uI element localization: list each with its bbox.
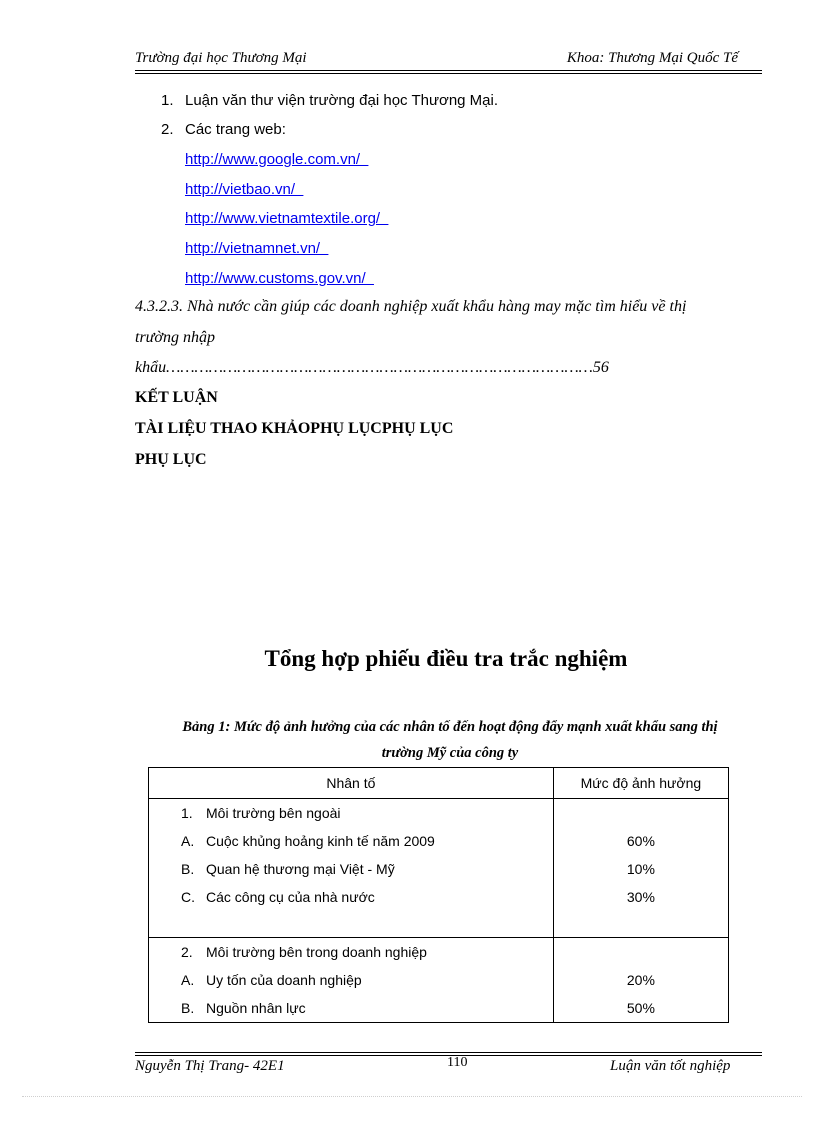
factor-item: [149, 883, 553, 911]
factor-item: [149, 827, 553, 855]
factor-mark: B.: [181, 1000, 195, 1016]
page-boundary: [22, 1096, 802, 1097]
header-factor: Nhân tố: [149, 768, 554, 799]
link-customs[interactable]: http://www.customs.gov.vn/: [185, 270, 374, 287]
factor-mark: C.: [181, 889, 195, 905]
internal-factors-cell: [149, 938, 554, 1023]
table-caption-line-2: trường Mỹ của công ty: [381, 745, 519, 761]
footer-thesis: Luận văn tốt nghiệp: [610, 1058, 731, 1074]
factor-value: 10%: [626, 861, 655, 877]
header-rule-2: [135, 73, 762, 74]
survey-title: Tổng hợp phiếu điều tra trắc nghiệm: [264, 646, 628, 671]
survey-table: [148, 767, 729, 1023]
factor-label: Nguồn nhân lực: [206, 1000, 306, 1016]
factor-label: Cuộc khủng hoảng kinh tế năm 2009: [206, 833, 435, 849]
section-appendix: PHỤ LỤC: [135, 451, 207, 468]
group-heading: [149, 799, 553, 827]
table-header-row: [149, 768, 729, 799]
factor-item: [149, 855, 553, 883]
section-references: TÀI LIỆU THAO KHẢOPHỤ LỤCPHỤ LỤC: [135, 420, 454, 437]
external-factors-cell: [149, 799, 554, 938]
reference-number: 2.: [161, 121, 174, 138]
internal-values-cell: [553, 938, 728, 1023]
footer-rule: [135, 1052, 762, 1053]
factor-item: [149, 966, 553, 994]
reference-text: Các trang web:: [185, 121, 286, 138]
section-conclusion: KẾT LUẬN: [135, 389, 218, 406]
reference-text: Luận văn thư viện trường đại học Thương Mại.: [185, 92, 499, 109]
table-row-external: [149, 799, 729, 938]
factor-value: 30%: [626, 889, 655, 905]
toc-entry-line-1: 4.3.2.3. Nhà nước cần giúp các doanh nghiệp xuất khẩu hàng may mặc tìm hiểu về thị: [135, 298, 687, 315]
factor-label: Các công cụ của nhà nước: [206, 889, 375, 905]
factor-mark: A.: [181, 833, 195, 849]
link-vietnamnet[interactable]: http://vietnamnet.vn/: [185, 240, 329, 257]
group-heading: [149, 938, 553, 966]
header-school: Trường đại học Thương Mại: [135, 50, 307, 66]
group-label: Môi trường bên ngoài: [206, 805, 341, 821]
external-values-cell: [553, 799, 728, 938]
header-level: Mức độ ảnh hưởng: [553, 768, 728, 799]
table-row-internal: [149, 938, 729, 1023]
header-faculty: Khoa: Thương Mại Quốc Tế: [566, 50, 738, 66]
header-rule: [135, 70, 762, 71]
toc-entry-line-2: trường nhập: [135, 329, 215, 346]
factor-mark: B.: [181, 861, 195, 877]
factor-label: Quan hệ thương mại Việt - Mỹ: [206, 861, 395, 877]
link-vietnamtextile[interactable]: http://www.vietnamtextile.org/: [185, 210, 389, 227]
factor-item: [149, 994, 553, 1022]
blank-value: [554, 799, 728, 827]
factor-label: Uy tốn của doanh nghiệp: [206, 972, 362, 988]
group-number: 2.: [181, 944, 193, 960]
table-caption-line-1: Bảng 1: Mức độ ảnh hưởng của các nhân tố đến hoạt động đẩy mạnh xuất khẩu sang thị: [182, 719, 718, 735]
factor-value: 60%: [626, 833, 655, 849]
factor-mark: A.: [181, 972, 195, 988]
factor-value: 50%: [626, 1000, 655, 1016]
group-number: 1.: [181, 805, 193, 821]
toc-entry-line-3: khẩu………………………………………………………………………………56: [135, 359, 609, 376]
page-header: [135, 50, 760, 70]
page-number: 110: [447, 1055, 468, 1070]
blank-value: [554, 938, 728, 966]
group-label: Môi trường bên trong doanh nghiệp: [206, 944, 427, 960]
link-vietbao[interactable]: http://vietbao.vn/: [185, 181, 304, 198]
factor-value: 20%: [626, 972, 655, 988]
link-google[interactable]: http://www.google.com.vn/: [185, 151, 369, 168]
footer-author: Nguyễn Thị Trang- 42E1: [135, 1058, 285, 1074]
reference-number: 1.: [161, 92, 174, 109]
